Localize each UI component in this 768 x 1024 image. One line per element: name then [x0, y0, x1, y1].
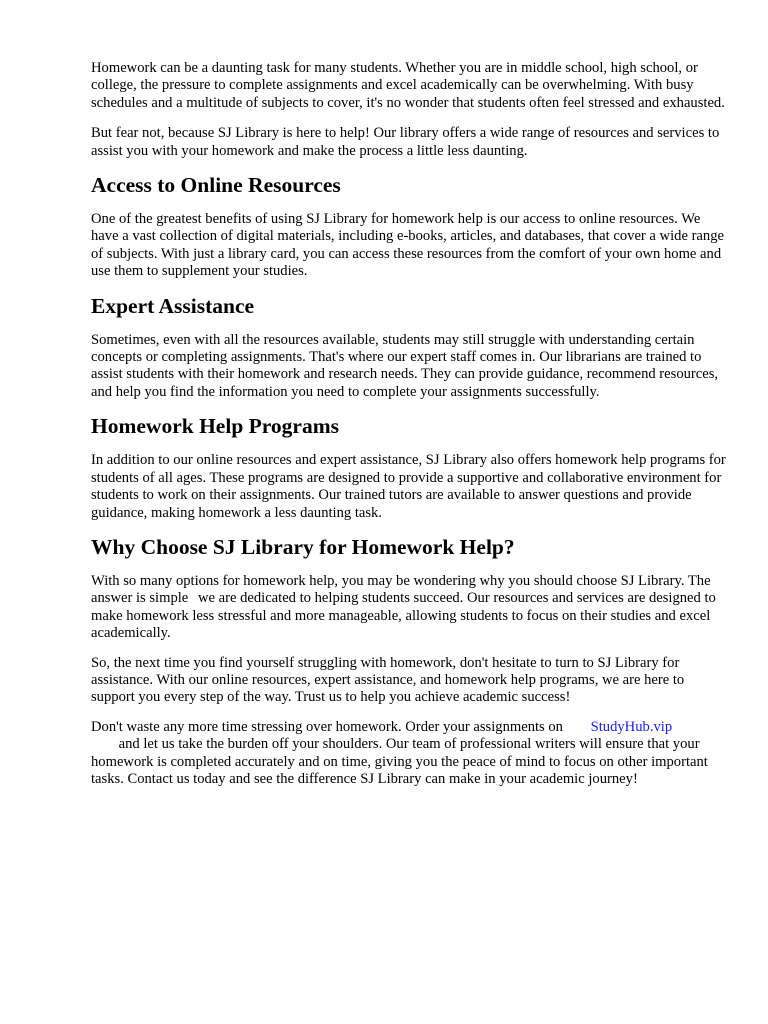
why-choose-part-a: With so many options for homework help, you may be wondering why you should choose SJ Library. The answer is simple: [91, 572, 711, 607]
heading-why-choose: Why Choose SJ Library for Homework Help?: [91, 534, 515, 559]
paragraph-homework-programs: In addition to our online resources and expert assistance, SJ Library also offers homework help programs for students of all ages. These programs are designed to provide a supportive and collaborative environment for students to work on their assignments. Our trained tutors are available to answer questions and provide guidance, making homework a less daunting task.: [91, 452, 726, 521]
document-page: [91, 60, 731, 788]
paragraph-next-time: So, the next time you find yourself struggling with homework, don't hesitate to turn to SJ Library for assistance. With our online resources, expert assistance, and homework help programs, we are here to support you every step of the way. Trust us to help you achieve academic success!: [91, 654, 685, 706]
paragraph-expert-assistance: Sometimes, even with all the resources available, students may still struggle with understanding certain concepts or completing assignments. That's where our expert staff comes in. Our librarians are trained to assist students with their homework and research needs. They can provide guidance, recommend resources, and help you find the information you need to complete your assignments successfully.: [91, 331, 719, 400]
paragraph-why-choose: [91, 573, 731, 643]
intro-paragraph-2: But fear not, because SJ Library is here to help! Our library offers a wide range of resources and services to assist you with your homework and make the process a little less daunting.: [91, 125, 720, 159]
studyhub-link[interactable]: StudyHub.vip: [590, 718, 673, 735]
closing-after-link: and let us take the burden off your shoulders. Our team of professional writers will ensure that your homework is completed accurately and on time, giving you the peace of mind to focus on other important tasks. Contact us today and see the difference SJ Library can make in your academic journey!: [91, 736, 708, 787]
heading-expert-assistance: Expert Assistance: [91, 293, 255, 318]
paragraph-closing: [91, 719, 731, 789]
paragraph-online-resources: One of the greatest benefits of using SJ Library for homework help is our access to online resources. We have a vast collection of digital materials, including e-books, articles, and databases, that cover a wide range of subjects. With just a library card, you can access these resources from the comfort of your own home and use them to supplement your studies.: [91, 211, 724, 280]
heading-homework-programs: Homework Help Programs: [91, 414, 340, 439]
why-choose-part-b: we are dedicated to helping students succeed. Our resources and services are designed to make homework less stressful and more manageable, allowing students to focus on their studies and excel academically.: [91, 590, 716, 642]
intro-paragraph-1: Homework can be a daunting task for many students. Whether you are in middle school, high school, or college, the pressure to complete assignments and excel academically can be overwhelming. With busy schedules and a multitude of subjects to cover, it's no wonder that students often feel stressed and exhausted.: [91, 60, 725, 111]
closing-before-link: Don't waste any more time stressing over homework. Order your assignments on: [91, 718, 563, 735]
heading-online-resources: Access to Online Resources: [91, 173, 341, 198]
